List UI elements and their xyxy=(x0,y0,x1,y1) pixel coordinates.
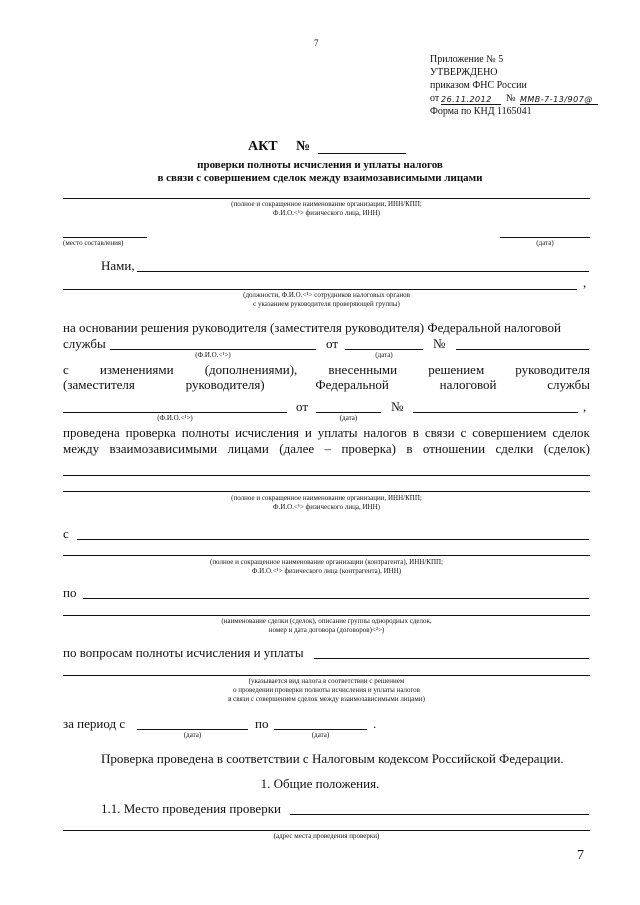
approval-approved: УТВЕРЖДЕНО xyxy=(430,67,498,78)
counterparty-line-2 xyxy=(63,555,590,556)
check-word: сделок xyxy=(552,425,590,440)
caption-officials-a: (должности, Ф.И.О.<¹> сотрудников налоговых органов xyxy=(243,291,410,299)
caption-officials-b: с указанием руководителя проверяющей группы) xyxy=(253,300,400,308)
changes-line xyxy=(63,362,590,378)
period-to-label: по xyxy=(255,716,269,731)
deputy-word: (заместителя xyxy=(63,377,135,392)
org-name-line-2a xyxy=(63,475,590,476)
approval-from-date: 26.11.2012 xyxy=(441,95,501,105)
section-1-heading: 1. Общие положения. xyxy=(260,776,380,791)
check-word: и xyxy=(304,425,312,440)
changes-word: изменениями xyxy=(99,362,174,377)
caption-date-3: (дата) xyxy=(339,414,358,422)
caption-org-name-1b: Ф.И.О.<¹> физического лица, ИНН) xyxy=(273,209,380,217)
from-label: от xyxy=(326,336,339,351)
approval-from-label: от xyxy=(430,93,440,104)
approval-number-value: ММВ-7-13/907@ xyxy=(520,95,598,105)
caption-address: (адрес места проведения проверки) xyxy=(273,832,380,840)
title-line-2: в связи с совершением сделок между взаимозависимыми лицами xyxy=(157,172,483,184)
check-word: проверка) xyxy=(341,441,396,456)
number-comma: , xyxy=(583,399,587,414)
check-word: – xyxy=(324,441,332,456)
deputy-line xyxy=(63,377,590,393)
deal-line-2 xyxy=(63,615,590,616)
basis-line-1: на основании решения руководителя (заместителя руководителя) Федеральной налоговой xyxy=(63,320,561,335)
caption-fio-2: (Ф.И.О.<¹>) xyxy=(157,414,193,422)
changes-word: руководителя xyxy=(515,362,590,377)
check-line-1 xyxy=(63,425,590,441)
top-page-number: 7 xyxy=(314,38,319,48)
caption-date-5: (дата) xyxy=(311,731,330,739)
place-line xyxy=(63,237,147,238)
caption-deal-a: (наименование сделки (сделок), описание группы однородных сделок, xyxy=(221,617,432,625)
tax-line-1 xyxy=(314,658,589,659)
number-label-2: № xyxy=(391,399,404,414)
fio-line xyxy=(110,349,316,350)
number-label: № xyxy=(433,336,446,351)
check-word: сделки xyxy=(495,441,534,456)
period-to-line xyxy=(274,729,367,730)
changes-word: решением xyxy=(428,362,485,377)
on-label: по xyxy=(63,585,77,600)
conducted-text: Проверка проведена в соответствии с Налоговым кодексом Российской Федерации. xyxy=(101,751,564,766)
with-label: с xyxy=(63,526,69,541)
act-number-line xyxy=(318,153,406,154)
changes-word: (дополнениями), xyxy=(204,362,298,377)
caption-fio: (Ф.И.О.<¹>) xyxy=(195,351,231,359)
check-word: уплаты xyxy=(317,425,358,440)
period-from-line xyxy=(137,729,248,730)
officials-line-2 xyxy=(63,289,577,290)
check-word: в xyxy=(406,441,413,456)
check-word: налогов xyxy=(363,425,407,440)
org-name-line-2b xyxy=(63,491,590,492)
check-word: взаимозависимыми xyxy=(109,441,218,456)
caption-tax-b: о проведении проверки полноты исчисления и уплаты налогов xyxy=(233,686,420,694)
officials-comma: , xyxy=(583,275,587,290)
check-word: исчисления xyxy=(235,425,299,440)
counterparty-line-1 xyxy=(77,539,589,540)
caption-org-name-1a: (полное и сокращенное наименование организации, ИНН/КПП; xyxy=(231,200,422,208)
service-label: службы xyxy=(63,336,106,351)
approval-number-label: № xyxy=(506,93,516,104)
caption-date-4: (дата) xyxy=(183,731,202,739)
approval-appendix: Приложение № 5 xyxy=(430,54,504,65)
we-label: Нами, xyxy=(101,258,135,273)
check-word: (далее xyxy=(279,441,315,456)
check-line-2 xyxy=(63,441,590,457)
check-word: с xyxy=(460,425,467,440)
deal-line-1 xyxy=(83,598,589,599)
caption-counterparty-b: Ф.И.О.<¹> физического лица (контрагента), ИНН) xyxy=(251,567,402,575)
from-date-line-2 xyxy=(316,412,381,413)
caption-tax-a: (указывается вид налога в соответствии с решением xyxy=(248,677,405,685)
from-date-line xyxy=(345,349,423,350)
caption-date: (дата) xyxy=(536,239,554,247)
changes-word: с xyxy=(63,362,69,377)
questions-label: по вопросам полноты исчисления и уплаты xyxy=(63,645,304,660)
check-word: между xyxy=(63,441,100,456)
check-word: в xyxy=(412,425,419,440)
date-line xyxy=(500,237,590,238)
check-word: отношении xyxy=(422,441,486,456)
period-label: за период с xyxy=(63,716,126,731)
caption-org-name-2b: Ф.И.О.<¹> физического лица, ИНН) xyxy=(273,503,380,511)
act-number-sign: № xyxy=(296,139,311,154)
bottom-page-number: 7 xyxy=(577,848,584,863)
place-of-check-line-1 xyxy=(290,814,589,815)
period-dot: . xyxy=(373,716,377,731)
number-line xyxy=(456,349,589,350)
check-word: связи xyxy=(424,425,455,440)
check-word: (сделок) xyxy=(543,441,590,456)
fio-line-2 xyxy=(63,412,287,413)
check-word: совершением xyxy=(472,425,547,440)
check-word: проверка xyxy=(125,425,176,440)
approval-form-code: Форма по КНД 1165041 xyxy=(430,106,532,117)
caption-tax-c: в связи с совершением сделок между взаимозависимыми лицами) xyxy=(228,695,425,703)
org-name-line xyxy=(63,198,590,199)
act-title: АКТ xyxy=(248,139,278,154)
check-word: полноты xyxy=(181,425,230,440)
place-of-check-line-2 xyxy=(63,830,590,831)
check-word: лицами xyxy=(227,441,269,456)
deputy-word: руководителя) xyxy=(185,377,265,392)
place-of-check-label: 1.1. Место проведения проверки xyxy=(101,801,281,816)
check-word: проведена xyxy=(63,425,120,440)
tax-line-2 xyxy=(63,675,590,676)
deputy-word: налоговой xyxy=(439,377,497,392)
title-line-1: проверки полноты исчисления и уплаты налогов xyxy=(197,159,443,171)
caption-deal-b: номер и дата договора (договоров)<²>) xyxy=(268,626,385,634)
deputy-word: службы xyxy=(547,377,590,392)
approval-order: приказом ФНС России xyxy=(430,80,527,91)
caption-place: (место составления) xyxy=(63,239,124,247)
caption-counterparty-a: (полное и сокращенное наименование организации (контрагента), ИНН/КПП; xyxy=(209,558,443,566)
caption-date-2: (дата) xyxy=(375,351,393,359)
changes-word: внесенными xyxy=(328,362,398,377)
number-line-2 xyxy=(413,412,578,413)
deputy-word: Федеральной xyxy=(315,377,389,392)
from-label-2: от xyxy=(296,399,309,414)
officials-line-1 xyxy=(137,271,589,272)
caption-org-name-2a: (полное и сокращенное наименование организации, ИНН/КПП; xyxy=(231,494,422,502)
